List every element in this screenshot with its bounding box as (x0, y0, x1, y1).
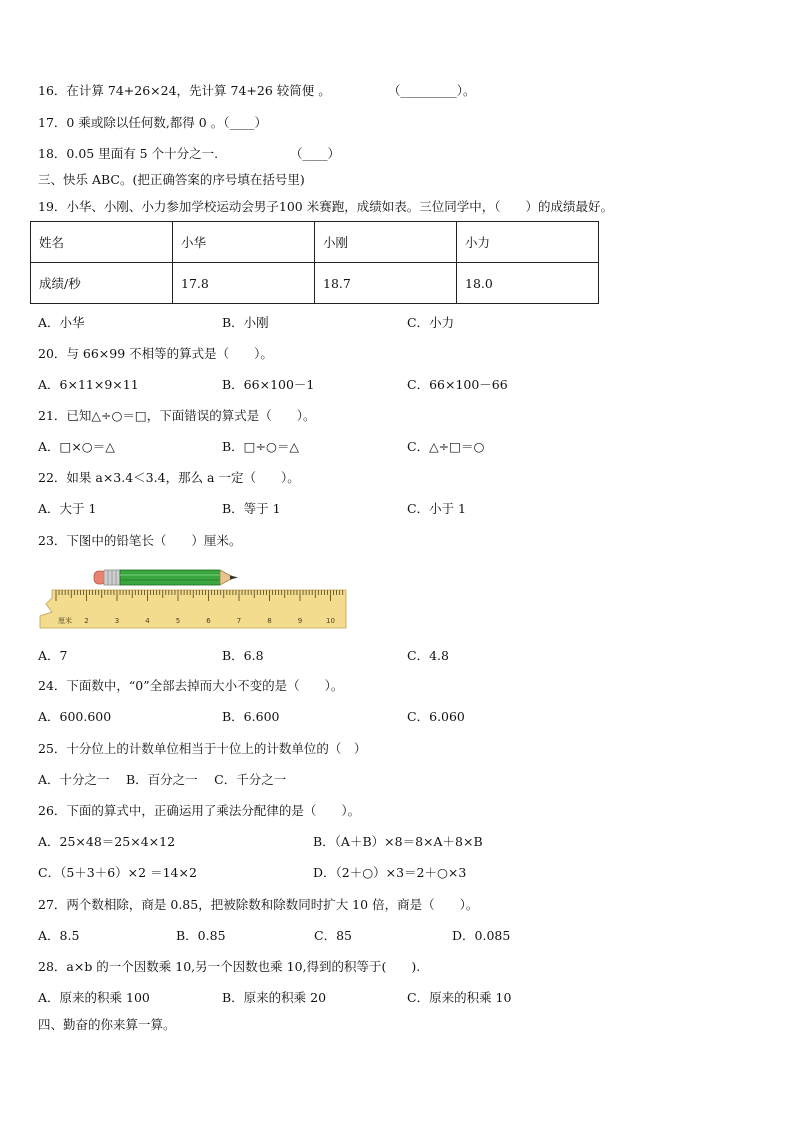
ruler-tick-label: 8 (267, 617, 272, 625)
q21-option-b[interactable]: B．□÷○＝△ (222, 439, 299, 454)
q22-option-b[interactable]: B．等于 1 (222, 501, 281, 516)
score-table (30, 221, 599, 304)
q19-option-c[interactable]: C．小力 (407, 315, 455, 330)
q20-option-c[interactable]: C．66×100－66 (407, 377, 508, 392)
question-23: 23．下图中的铅笔长（ ）厘米。 (38, 533, 242, 548)
table-cell: 17.8 (173, 263, 315, 304)
question-16-blank[interactable]: （_________）。 (388, 83, 476, 98)
q23-option-a[interactable]: A．7 (38, 648, 68, 663)
table-cell: 18.0 (457, 263, 599, 304)
q28-option-c[interactable]: C．原来的积乘 10 (407, 990, 512, 1005)
question-28: 28．a×b 的一个因数乘 10,另一个因数也乘 10,得到的积等于( ). (38, 959, 421, 974)
table-cell: 18.7 (315, 263, 457, 304)
q25-options[interactable]: A．十分之一 B．百分之一 C．千分之一 (38, 772, 287, 787)
q27-option-c[interactable]: C．85 (314, 928, 352, 943)
ruler-tick-label: 2 (84, 617, 89, 625)
q26-option-a[interactable]: A．25×48＝25×4×12 (38, 834, 176, 849)
q23-option-c[interactable]: C．4.8 (407, 648, 449, 663)
question-20: 20．与 66×99 不相等的算式是（ ）。 (38, 346, 273, 361)
question-25: 25．十分位上的计数单位相当于十位上的计数单位的（ ） (38, 741, 367, 756)
q22-option-a[interactable]: A．大于 1 (38, 501, 97, 516)
ruler-tick-label: 5 (175, 617, 181, 625)
q24-option-a[interactable]: A．600.600 (38, 709, 112, 724)
q21-option-a[interactable]: A．□×○＝△ (38, 439, 115, 454)
table-header-row (31, 222, 599, 263)
q19-option-b[interactable]: B．小刚 (222, 315, 269, 330)
q28-option-a[interactable]: A．原来的积乘 100 (38, 990, 150, 1005)
question-19: 19．小华、小刚、小力参加学校运动会男子100 米赛跑，成绩如表。三位同学中，（ ）的成绩最好。 (38, 199, 613, 214)
table-cell: 小华 (173, 222, 315, 263)
q28-option-b[interactable]: B．原来的积乘 20 (222, 990, 327, 1005)
ruler-tick-label: 4 (145, 617, 150, 625)
question-16: 16．在计算 74+26×24，先计算 74+26 较简便 。 (38, 83, 331, 98)
q26-option-d[interactable]: D．（2＋○）×3＝2＋○×3 (313, 865, 467, 880)
question-26: 26．下面的算式中，正确运用了乘法分配律的是（ ）。 (38, 803, 361, 818)
question-22: 22．如果 a×3.4＜3.4，那么 a 一定（ ）。 (38, 470, 300, 485)
question-17: 17．0 乘或除以任何数,都得 0 。（____） (38, 115, 267, 130)
pencil-ruler-figure (38, 564, 350, 634)
ruler-unit-label: 厘米 (58, 617, 72, 625)
ruler-tick-label: 9 (297, 617, 303, 625)
ruler-tick-label: 10 (326, 617, 335, 625)
ruler-tick-label: 6 (206, 617, 211, 625)
q20-option-a[interactable]: A．6×11×9×11 (38, 377, 139, 392)
q21-option-c[interactable]: C．△÷□＝○ (407, 439, 485, 454)
q27-option-a[interactable]: A．8.5 (38, 928, 80, 943)
section-4-heading: 四、勤奋的你来算一算。 (38, 1017, 176, 1032)
pencil-icon (94, 570, 238, 585)
ruler-icon (40, 590, 346, 628)
question-18-blank[interactable]: （____） (290, 146, 341, 161)
table-cell: 姓名 (31, 222, 173, 263)
ruler-tick-label: 3 (114, 617, 120, 625)
table-row (31, 263, 599, 304)
q26-option-c[interactable]: C．（5＋3＋6）×2 ＝14×2 (38, 865, 197, 880)
table-cell: 成绩/秒 (31, 263, 173, 304)
question-24: 24．下面数中，“0”全部去掉而大小不变的是（ ）。 (38, 678, 344, 693)
table-cell: 小力 (457, 222, 599, 263)
q26-option-b[interactable]: B．（A＋B）×8＝8×A＋8×B (313, 834, 483, 849)
q24-option-b[interactable]: B．6.600 (222, 709, 280, 724)
q27-option-d[interactable]: D．0.085 (452, 928, 511, 943)
q27-option-b[interactable]: B．0.85 (176, 928, 226, 943)
ruler-figure-svg (38, 564, 350, 634)
q24-option-c[interactable]: C．6.060 (407, 709, 465, 724)
q22-option-c[interactable]: C．小于 1 (407, 501, 466, 516)
q19-option-a[interactable]: A．小华 (38, 315, 85, 330)
ruler-tick-label: 7 (236, 617, 242, 625)
question-21: 21．已知△÷○＝□，下面错误的算式是（ ）。 (38, 408, 316, 423)
q23-option-b[interactable]: B．6.8 (222, 648, 264, 663)
table-cell: 小刚 (315, 222, 457, 263)
question-18: 18．0.05 里面有 5 个十分之一. (38, 146, 219, 161)
q20-option-b[interactable]: B．66×100－1 (222, 377, 315, 392)
section-3-heading: 三、快乐 ABC。(把正确答案的序号填在括号里) (38, 172, 305, 187)
question-27: 27．两个数相除，商是 0.85，把被除数和除数同时扩大 10 倍，商是（ ）。 (38, 897, 479, 912)
